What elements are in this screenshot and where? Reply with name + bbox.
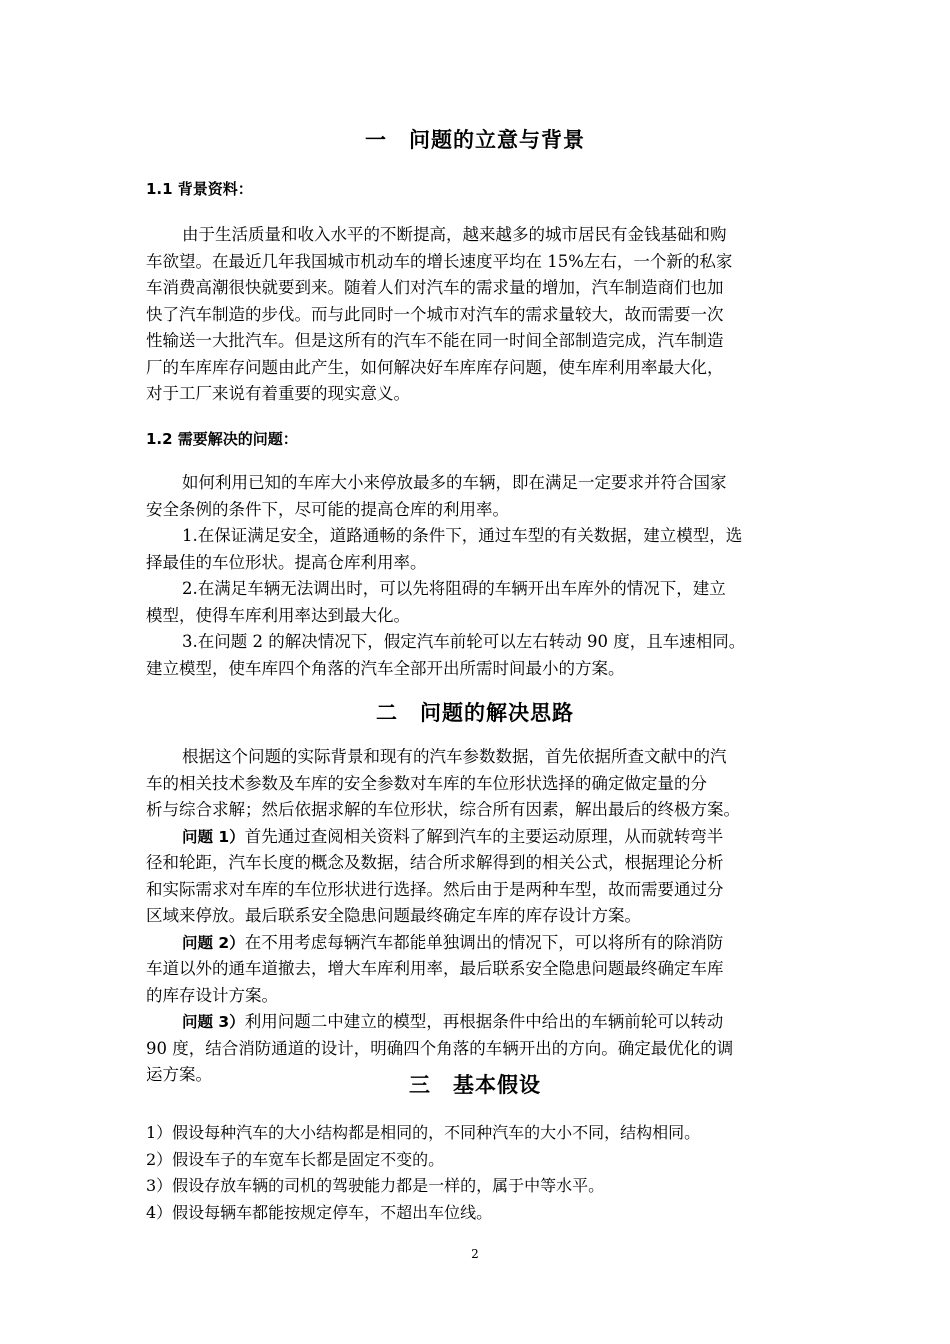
paragraph-line: 车欲望。在最近几年我国城市机动车的增长速度平均在 15%左右，一个新的私家 [146,251,733,271]
paragraph-line: 对于工厂来说有着重要的现实意义。 [146,384,410,403]
problem-3-label: 问题 3） [182,1013,245,1031]
paragraph-line: 和实际需求对车库的车位形状进行选择。然后由于是两种车型，故而需要通过分 [146,879,724,899]
page-number: 2 [471,1247,479,1261]
list-item: 2）假设车子的车宽车长都是固定不变的。 [146,1149,445,1169]
paragraph-line: 析与综合求解；然后依据求解的车位形状，综合所有因素，解出最后的终极方案。 [146,800,740,819]
paragraph-line: 根据这个问题的实际背景和现有的汽车参数数据，首先依据所查文献中的汽 [182,747,727,766]
paragraph-line: 择最佳的车位形状。提高仓库利用率。 [146,552,427,572]
paragraph-line: 性输送一大批汽车。但是这所有的汽车不能在同一时间全部制造完成，汽车制造 [146,331,724,350]
list-item: 1）假设每种汽车的大小结构都是相同的，不同种汽车的大小不同，结构相同。 [146,1123,701,1142]
subsection-1-2-title: 1.2 需要解决的问题： [146,430,298,448]
assumptions-list [146,1120,826,1226]
problem-2-text: 在不用考虑每辆汽车都能单独调出的情况下，可以将所有的除消防 [244,932,724,952]
paragraph-line: 由于生活质量和收入水平的不断提高，越来越多的城市居民有金钱基础和购 [182,225,727,244]
approach-paragraph [146,744,806,1089]
paragraph-line [146,930,806,957]
paragraph-line: 2.在满足车辆无法调出时，可以先将阻碍的车辆开出车库外的情况下，建立 [182,579,726,598]
paragraph-line: 1.在保证满足安全，道路通畅的条件下，通过车型的有关数据，建立模型，选 [182,526,743,545]
paragraph-line: 如何利用已知的车库大小来停放最多的车辆，即在满足一定要求并符合国家 [182,473,727,492]
paragraph-line: 90 度，结合消防通道的设计，明确四个角落的车辆开出的方向。确定最优化的调 [146,1038,734,1058]
problem-2-label: 问题 2） [182,933,245,952]
problem-1-label: 问题 1） [182,827,245,846]
section-2-title: 二 问题的解决思路 [376,701,574,725]
paragraph-line: 3.在问题 2 的解决情况下，假定汽车前轮可以左右转动 90 度，且车速相同。 [182,632,746,651]
section-1-title: 一 问题的立意与背景 [365,128,585,152]
paragraph-line [146,824,806,851]
paragraph-line: 车道以外的通车道撤去，增大车库利用率，最后联系安全隐患问题最终确定车库 [146,959,724,978]
paragraph-line: 快了汽车制造的步伐。而与此同时一个城市对汽车的需求量较大，故而需要一次 [146,304,724,324]
problem-3-text: 利用问题二中建立的模型，再根据条件中给出的车辆前轮可以转动 [244,1012,724,1031]
background-paragraph [146,222,806,408]
problems-paragraph [146,470,806,682]
subsection-1-1-title: 1.1 背景资料： [146,180,253,198]
paragraph-line: 建立模型，使车库四个角落的汽车全部开出所需时间最小的方案。 [146,658,625,678]
paragraph-line: 模型，使得车库利用率达到最大化。 [146,605,410,625]
problem-1-text: 首先通过查阅相关资料了解到汽车的主要运动原理，从而就转弯半 [244,826,724,846]
paragraph-line: 厂的车库库存问题由此产生，如何解决好车库库存问题，使车库利用率最大化， [146,357,724,377]
paragraph-line: 运方案。 [146,1065,212,1084]
paragraph-line: 的库存设计方案。 [146,985,278,1005]
paragraph-line: 区域来停放。最后联系安全隐患问题最终确定车库的库存设计方案。 [146,906,641,925]
list-item: 3）假设存放车辆的司机的驾驶能力都是一样的，属于中等水平。 [146,1176,605,1195]
paragraph-line: 车的相关技术参数及车库的安全参数对车库的车位形状选择的确定做定量的分 [146,773,707,793]
paragraph-line: 安全条例的条件下，尽可能的提高仓库的利用率。 [146,499,509,519]
section-3-title: 三 基本假设 [409,1073,541,1097]
list-item: 4）假设每辆车都能按规定停车，不超出车位线。 [146,1202,493,1222]
paragraph-line [146,1009,806,1036]
paragraph-line: 车消费高潮很快就要到来。随着人们对汽车的需求量的增加，汽车制造商们也加 [146,278,724,297]
paragraph-line: 径和轮距，汽车长度的概念及数据，结合所求解得到的相关公式，根据理论分析 [146,853,724,872]
